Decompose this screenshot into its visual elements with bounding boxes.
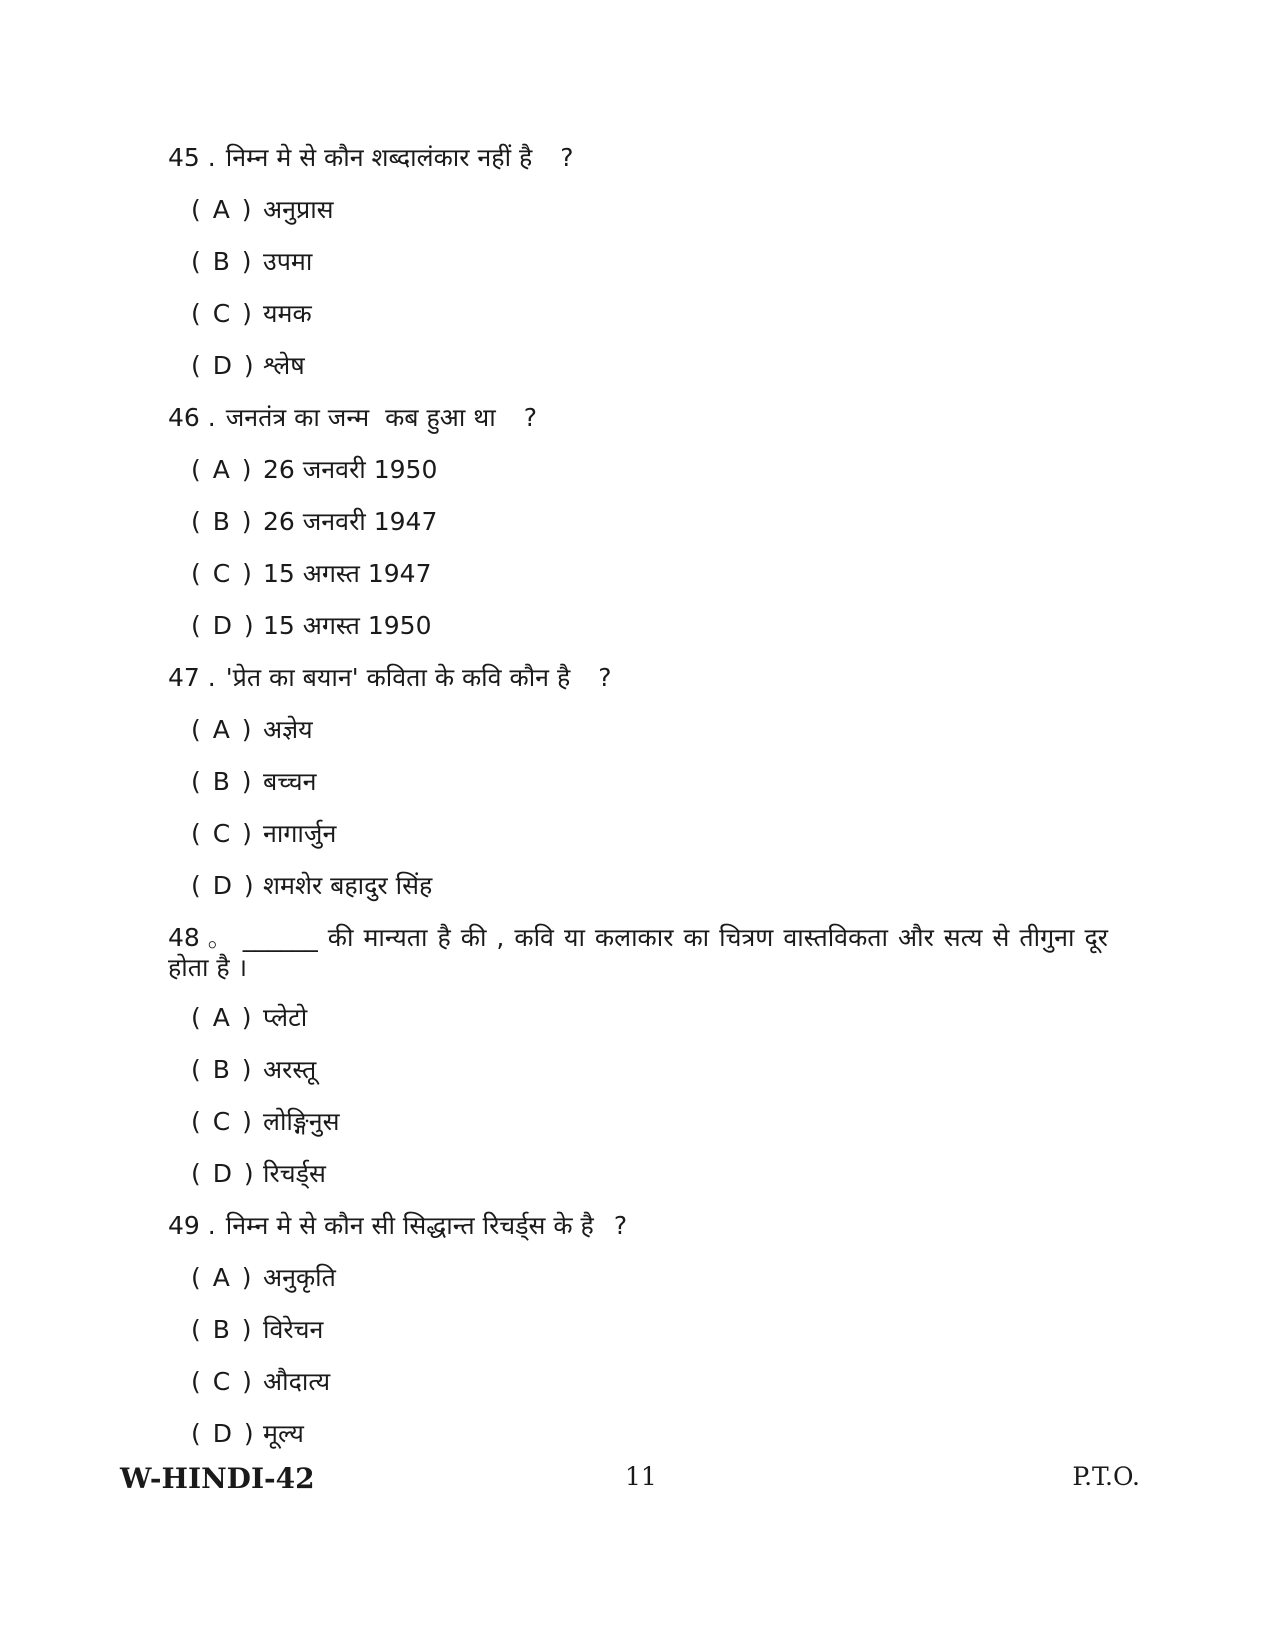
option-label: ( C ) [191,819,254,848]
question-mark: ? [560,143,574,172]
question-number: 47 . [168,663,216,692]
option-d [191,871,1108,901]
question-49 [168,1211,1108,1449]
option-text: अरस्तू [263,1055,317,1084]
option-label: ( C ) [191,299,254,328]
option-c [191,1367,1108,1397]
question-mark: ? [598,663,612,692]
option-d [191,1419,1108,1449]
option-c [191,559,1108,589]
option-b [191,767,1108,797]
option-text: अनुकृति [263,1263,336,1292]
question-stem [168,403,1108,433]
option-label: ( C ) [191,1107,254,1136]
option-text: 26 जनवरी 1947 [263,507,438,536]
option-label: ( B ) [191,1315,254,1344]
option-a [191,455,1108,485]
option-text: 26 जनवरी 1950 [263,455,438,484]
option-label: ( A ) [191,1003,254,1032]
option-label: ( D ) [191,351,256,380]
question-list [168,143,1108,1471]
option-text: उपमा [263,247,313,276]
option-list [168,715,1108,901]
option-text: अज्ञेय [263,715,313,744]
option-a [191,715,1108,745]
option-text: रिचर्ड्स [263,1159,326,1188]
option-label: ( A ) [191,1263,254,1292]
option-d [191,351,1108,381]
option-label: ( A ) [191,455,254,484]
question-mark: ? [613,1211,628,1240]
option-label: ( B ) [191,767,254,796]
option-label: ( B ) [191,1055,254,1084]
question-stem [168,923,1108,983]
page-footer [120,1462,1140,1502]
please-turn-over: P.T.O. [1072,1462,1140,1491]
question-number: 45 . [168,143,216,172]
option-c [191,299,1108,329]
option-label: ( D ) [191,1159,256,1188]
option-text: बच्चन [263,767,317,796]
option-label: ( D ) [191,871,256,900]
option-text: विरेचन [263,1315,324,1344]
option-b [191,507,1108,537]
option-label: ( C ) [191,1367,254,1396]
option-list [168,1263,1108,1449]
question-text: निम्न मे से कौन शब्दालंकार नहीं है [225,143,533,172]
option-label: ( A ) [191,715,254,744]
question-47 [168,663,1108,901]
option-b [191,247,1108,277]
question-mark: ? [523,403,538,432]
option-list [168,455,1108,641]
question-stem [168,143,1108,173]
option-a [191,1263,1108,1293]
question-text: जनतंत्र का जन्म कब हुआ था [225,403,496,432]
option-text: अनुप्रास [263,195,334,224]
option-label: ( B ) [191,507,254,536]
question-number: 46 . [168,403,216,432]
question-stem [168,663,1108,693]
option-c [191,819,1108,849]
option-b [191,1315,1108,1345]
question-text: 'प्रेत का बयान' कविता के कवि कौन है [225,663,571,692]
option-d [191,611,1108,641]
option-text: नागार्जुन [263,819,337,848]
option-label: ( A ) [191,195,254,224]
option-a [191,195,1108,225]
option-text: प्लेटो [263,1003,308,1032]
option-list [168,195,1108,381]
option-text: श्लेष [263,351,305,380]
question-text [168,923,1108,983]
option-b [191,1055,1108,1085]
option-text: शमशेर बहादुर सिंह [263,871,433,900]
question-46 [168,403,1108,641]
paper-code: W-HINDI-42 [120,1462,315,1495]
option-label: ( B ) [191,247,254,276]
option-text: औदात्य [263,1367,331,1396]
option-c [191,1107,1108,1137]
option-text: यमक [263,299,312,328]
question-48 [168,923,1108,1189]
option-text: 15 अगस्त 1950 [263,611,432,640]
question-number: 49 . [168,1211,216,1240]
question-number: 48 。 [168,923,233,952]
option-d [191,1159,1108,1189]
option-text: मूल्य [263,1419,304,1448]
page-number: 11 [625,1462,657,1491]
question-text: निम्न मे से कौन सी सिद्धान्त रिचर्ड्स के है [225,1211,594,1240]
question-body: ______ की मान्यता है की , कवि या कलाकार का चित्रण वास्तविकता और सत्य से तीगुना दूर होता है । [168,923,1108,982]
option-text: 15 अगस्त 1947 [263,559,432,588]
option-list [168,1003,1108,1189]
option-label: ( D ) [191,1419,256,1448]
option-label: ( C ) [191,559,254,588]
option-label: ( D ) [191,611,256,640]
option-a [191,1003,1108,1033]
question-45 [168,143,1108,381]
question-stem [168,1211,1108,1241]
option-text: लोङ्गिनुस [263,1107,340,1136]
